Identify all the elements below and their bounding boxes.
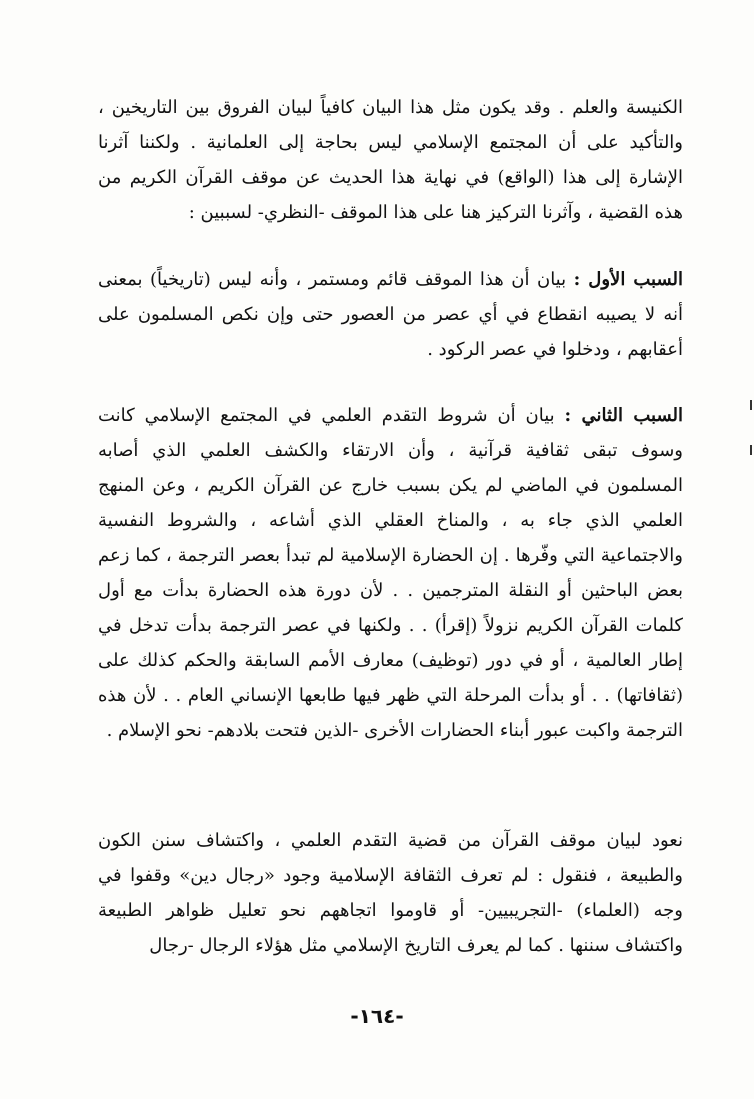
margin-mark — [750, 400, 752, 410]
paragraph-text: الكنيسة والعلم . وقد يكون مثل هذا البيان كافياً لبيان الفروق بين التاريخين ، والتأكيد على أن المجتمع الإسلامي ليس بحاجة إلى العلمانية . ولكننا آثرنا الإشارة إلى هذا (الواقع) في نهاية هذا الحديث عن موقف القرآن الكريم من هذه القضية ، وآثرنا التركيز هنا على هذا الموقف -النظري- لسببين : — [98, 97, 683, 223]
paragraph-second-reason — [98, 398, 683, 748]
page-number: -١٦٤- — [350, 1004, 404, 1028]
margin-mark — [750, 445, 752, 455]
paragraph-first-reason — [98, 262, 683, 367]
paragraph-heading: السبب الثاني : — [564, 405, 683, 426]
paragraph-intro — [98, 90, 683, 230]
paragraph-text: بيان أن هذا الموقف قائم ومستمر ، وأنه ليس (تاريخياً) بمعنى أنه لا يصيبه انقطاع في أي عصر من العصور حتى وإن نكص المسلمون على أعقابهم ، ودخلوا في عصر الركود . — [98, 269, 683, 360]
paragraph-text: نعود لبيان موقف القرآن من قضية التقدم العلمي ، واكتشاف سنن الكون والطبيعة ، فنقول : لم تعرف الثقافة الإسلامية وجود «رجال دين» وقفوا في وجه (العلماء) -التجريبيين- أو قاوموا اتجاههم نحو تعليل ظواهر الطبيعة واكتشاف سننها . كما لم يعرف التاريخ الإسلامي مثل هؤلاء الرجال -رجال — [98, 830, 683, 956]
paragraph-text: بيان أن شروط التقدم العلمي في المجتمع الإسلامي كانت وسوف تبقى ثقافية قرآنية ، وأن الارتقاء والكشف العلمي الذي أصابه المسلمون في الماضي لم يكن بسبب خارج عن القرآن الكريم ، وعن المنهج العلمي الذي جاء به ، والمناخ العقلي الذي أشاعه ، والشروط النفسية والاجتماعية التي وفّرها . إن الحضارة الإسلامية لم تبدأ بعصر الترجمة ، كما زعم بعض الباحثين أو النقلة المترجمين . . لأن دورة هذه الحضارة بدأت مع أول كلمات القرآن الكريم نزولاً (إقرأ) . . ولكنها في عصر الترجمة بدأت تدخل في إطار العالمية ، أو في دور (توظيف) معارف الأمم السابقة والحكم كذلك على (ثقافاتها) . . أو بدأت المرحلة التي ظهر فيها طابعها الإنساني العام . . لأن هذه الترجمة واكبت عبور أبناء الحضارات الأخرى -الذين فتحت بلادهم- نحو الإسلام . — [98, 405, 683, 741]
paragraph-scientific-progress — [98, 823, 683, 963]
paragraph-heading: السبب الأول : — [573, 269, 683, 290]
